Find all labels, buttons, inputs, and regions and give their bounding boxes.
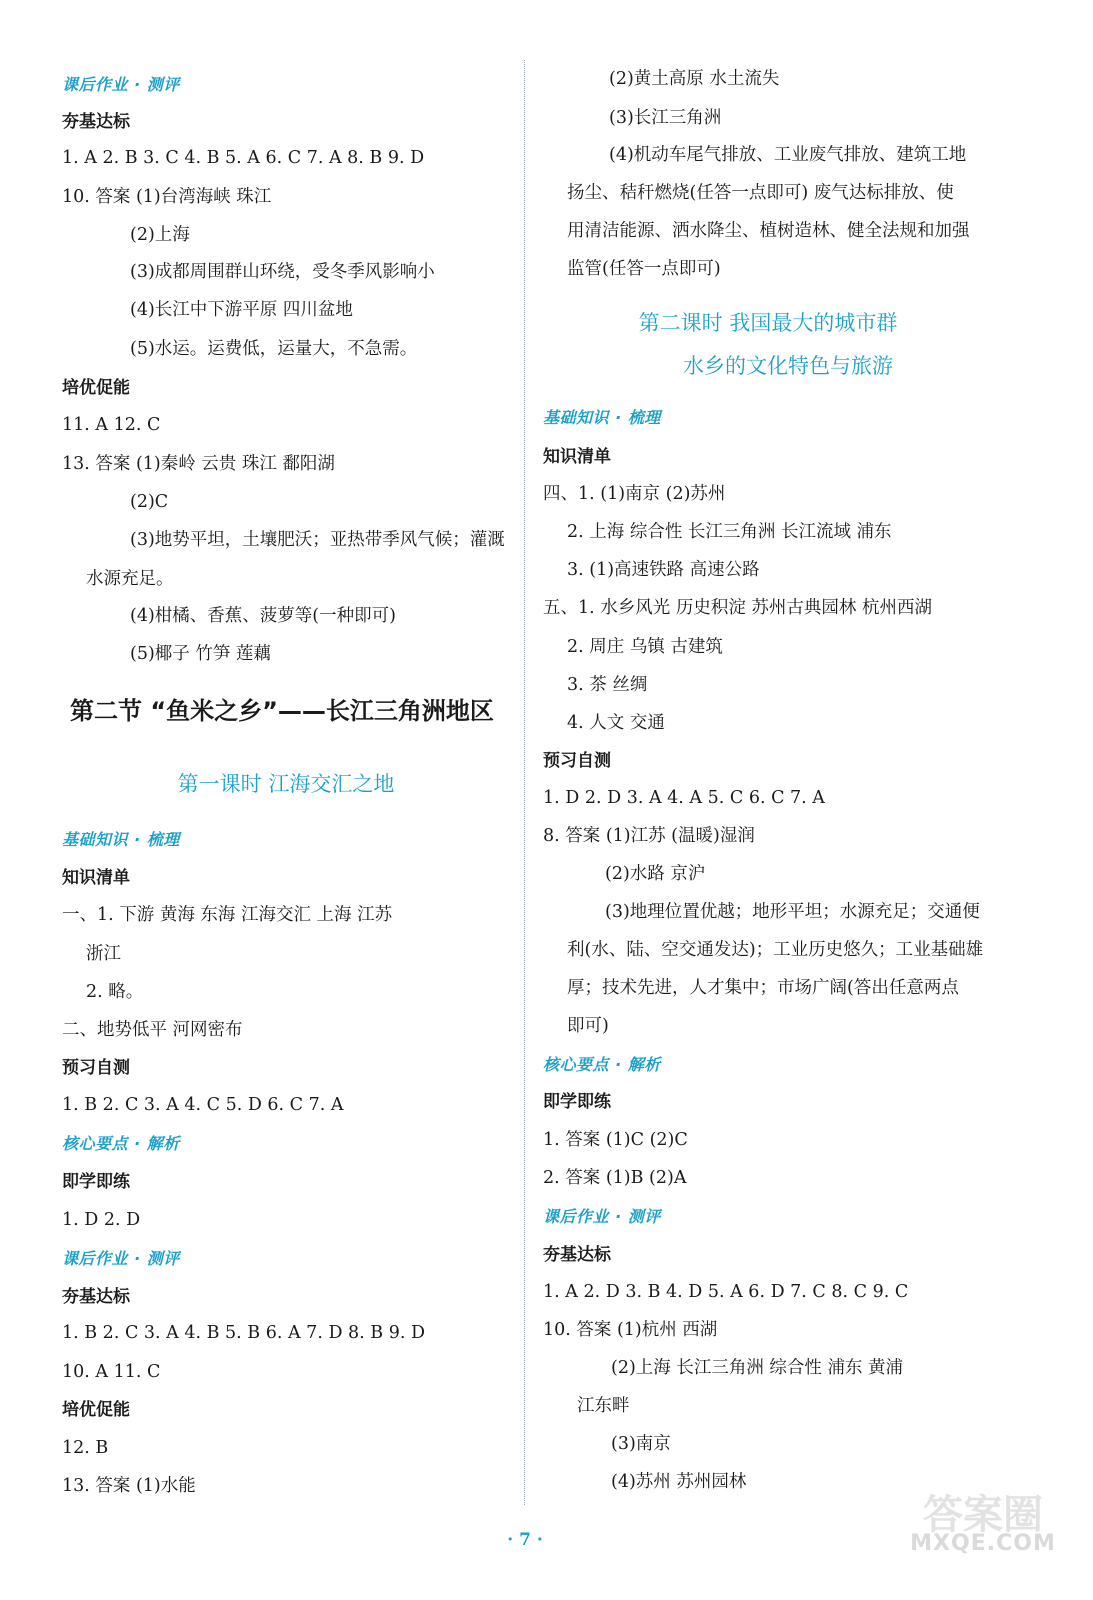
answer-line: 扬尘、秸秆燃烧(任答一点即可) 废气达标排放、使	[567, 183, 954, 203]
column-divider	[524, 60, 525, 1505]
section-heading: 核心要点 · 解析	[62, 1134, 180, 1153]
answer-line: (3)成都周围群山环绕，受冬季风影响小	[130, 262, 435, 282]
answer-line: 2. 答案 (1)B (2)A	[543, 1168, 687, 1188]
section-heading: 课后作业 · 测评	[62, 1249, 180, 1268]
page-number: · 7 ·	[507, 1530, 543, 1550]
answer-line: 监管(任答一点即可)	[567, 259, 721, 279]
answer-line: 1. B 2. C 3. A 4. C 5. D 6. C 7. A	[62, 1095, 344, 1115]
answer-line: 10. 答案 (1)台湾海峡 珠江	[62, 187, 272, 207]
subheading: 夯基达标	[62, 1287, 130, 1307]
answer-line: (3)地势平坦，土壤肥沃；亚热带季风气候；灌溉	[130, 530, 505, 550]
answer-line: (2)上海	[130, 225, 190, 245]
answer-line: 1. B 2. C 3. A 4. B 5. B 6. A 7. D 8. B 9. D	[62, 1323, 426, 1343]
answer-line: 8. 答案 (1)江苏 (温暖)湿润	[543, 826, 755, 846]
section-heading: 核心要点 · 解析	[543, 1055, 661, 1074]
answer-line: (2)C	[130, 492, 169, 512]
answer-line: 3. (1)高速铁路 高速公路	[567, 560, 760, 580]
answer-line: 一、1. 下游 黄海 东海 江海交汇 上海 江苏	[62, 905, 393, 925]
subheading: 知识清单	[543, 447, 611, 467]
answer-line: (3)长江三角洲	[609, 108, 722, 128]
answer-line: 即可)	[567, 1016, 609, 1036]
answer-line: (3)南京	[611, 1434, 671, 1454]
answer-line: (2)水路 京沪	[605, 864, 706, 884]
answer-line: 10. A 11. C	[62, 1362, 161, 1382]
watermark-url: MXQE.COM	[910, 1531, 1056, 1556]
answer-line: 厚；技术先进，人才集中；市场广阔(答出任意两点	[567, 978, 959, 998]
answer-line: 3. 茶 丝绸	[567, 675, 648, 695]
answer-line: (4)长江中下游平原 四川盆地	[130, 300, 353, 320]
answer-line: 四、1. (1)南京 (2)苏州	[543, 484, 726, 504]
answer-line: 2. 上海 综合性 长江三角洲 长江流域 浦东	[567, 522, 892, 542]
watermark-text: 答案圈	[923, 1492, 1043, 1538]
lesson-subtitle: 水乡的文化特色与旅游	[683, 354, 893, 378]
answer-line: (4)机动车尾气排放、工业废气排放、建筑工地	[609, 145, 967, 165]
answer-line: 4. 人文 交通	[567, 713, 665, 733]
answer-line: 1. A 2. B 3. C 4. B 5. A 6. C 7. A 8. B 9. D	[62, 148, 425, 168]
answer-line: 五、1. 水乡风光 历史积淀 苏州古典园林 杭州西湖	[543, 598, 932, 618]
subheading: 预习自测	[543, 751, 611, 771]
answer-line: (5)水运。运费低，运量大，不急需。	[130, 339, 418, 359]
lesson-title: 第二课时 我国最大的城市群	[638, 311, 898, 335]
answer-line: 浙江	[86, 944, 121, 964]
answer-line: (2)黄土高原 水土流失	[609, 69, 780, 89]
answer-line: (3)地理位置优越；地形平坦；水源充足；交通便	[605, 902, 980, 922]
subheading: 夯基达标	[62, 112, 130, 132]
answer-line: 2. 略。	[86, 982, 144, 1002]
answer-line: 利(水、陆、空交通发达)；工业历史悠久；工业基础雄	[567, 940, 984, 960]
answer-line: 1. A 2. D 3. B 4. D 5. A 6. D 7. C 8. C 9. C	[543, 1282, 909, 1302]
watermark-logo	[898, 1483, 1068, 1563]
answer-line: (4)苏州 苏州园林	[611, 1472, 747, 1492]
section-heading: 基础知识 · 梳理	[543, 408, 661, 427]
subheading: 知识清单	[62, 868, 130, 888]
answer-line: 2. 周庄 乌镇 古建筑	[567, 637, 723, 657]
answer-line: 用清洁能源、洒水降尘、植树造林、健全法规和加强	[567, 221, 970, 241]
answer-line: 水源充足。	[86, 569, 174, 589]
answer-line: (5)椰子 竹笋 莲藕	[130, 644, 271, 664]
answer-line: 1. D 2. D 3. A 4. A 5. C 6. C 7. A	[543, 788, 825, 808]
answer-line: 二、地势低平 河网密布	[62, 1020, 243, 1040]
chapter-title: 第二节 “鱼米之乡”——长江三角洲地区	[70, 697, 494, 725]
answer-line: 10. 答案 (1)杭州 西湖	[543, 1320, 718, 1340]
answer-line: (2)上海 长江三角洲 综合性 浦东 黄浦	[611, 1358, 904, 1378]
section-heading: 课后作业 · 测评	[543, 1207, 661, 1226]
answer-line: 13. 答案 (1)秦岭 云贵 珠江 鄱阳湖	[62, 454, 335, 474]
lesson-title: 第一课时 江海交汇之地	[177, 772, 395, 796]
section-heading: 基础知识 · 梳理	[62, 830, 180, 849]
answer-line: 江东畔	[577, 1396, 630, 1416]
answer-line: 11. A 12. C	[62, 415, 161, 435]
answer-line: 1. 答案 (1)C (2)C	[543, 1130, 688, 1150]
subheading: 培优促能	[62, 1400, 130, 1420]
subheading: 培优促能	[62, 378, 130, 398]
subheading: 夯基达标	[543, 1245, 611, 1265]
answer-line: 1. D 2. D	[62, 1210, 141, 1230]
answer-line: 13. 答案 (1)水能	[62, 1476, 196, 1496]
section-heading: 课后作业 · 测评	[62, 75, 180, 94]
subheading: 即学即练	[543, 1092, 611, 1112]
answer-line: (4)柑橘、香蕉、菠萝等(一种即可)	[130, 606, 396, 626]
subheading: 即学即练	[62, 1172, 130, 1192]
answer-line: 12. B	[62, 1438, 109, 1458]
subheading: 预习自测	[62, 1058, 130, 1078]
